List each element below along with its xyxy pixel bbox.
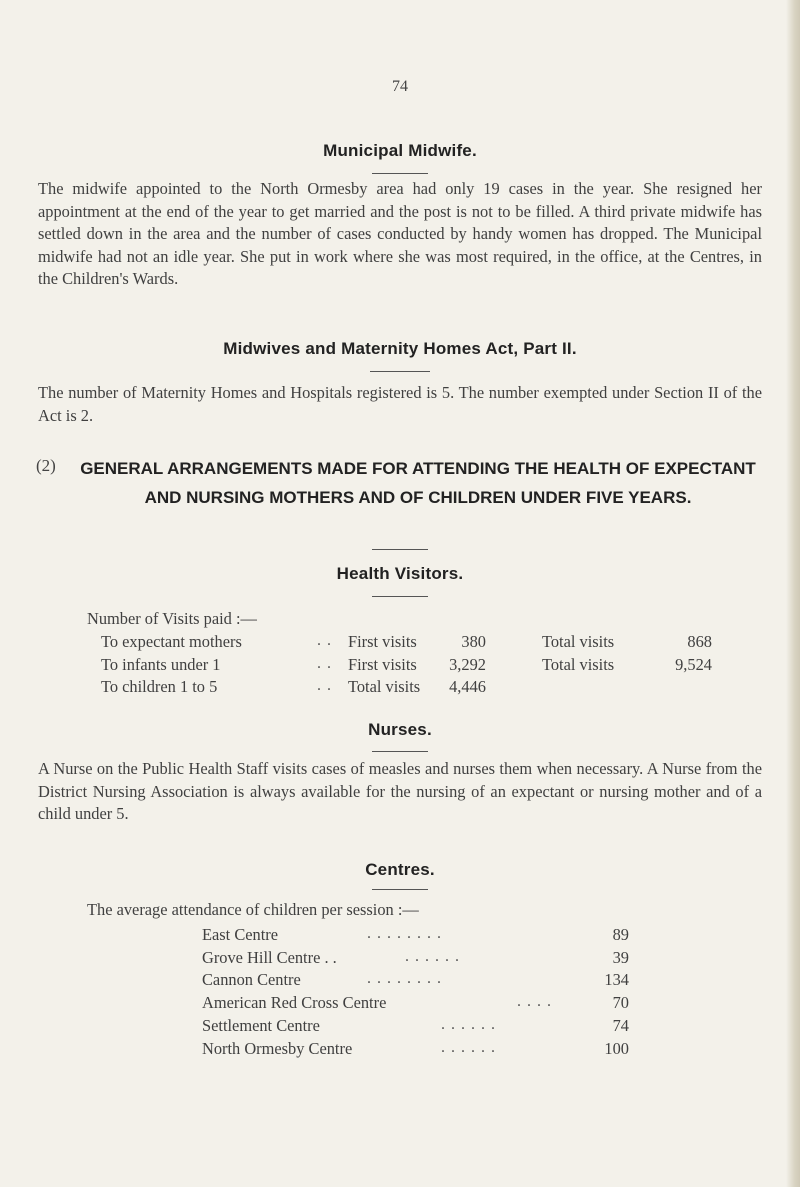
divider-rule (372, 549, 428, 550)
total-visits-label: Total visits (542, 632, 615, 651)
section-number: (2) (36, 456, 56, 475)
centre-attendance: 100 (604, 1039, 629, 1058)
visits-intro: Number of Visits paid :— (87, 609, 257, 628)
first-visits-label: First visits (348, 632, 417, 651)
leader-dots: . . (317, 632, 332, 649)
page-number: 74 (392, 78, 408, 95)
centre-name: North Ormesby Centre (202, 1039, 353, 1058)
visits-row-label: To infants under 1 (101, 655, 221, 674)
centres-heading: Centres. (365, 860, 435, 879)
first-visits-label: First visits (348, 655, 417, 674)
total-visits-value: 868 (687, 632, 712, 651)
leader-dots: . . . . . . . . (367, 970, 442, 987)
visits-row-label: To children 1 to 5 (101, 677, 218, 696)
leader-dots: . . . . . . (405, 948, 460, 965)
leader-dots: . . . . . . . . (367, 925, 442, 942)
centre-name: American Red Cross Centre (202, 993, 387, 1012)
total-visits-value: 4,446 (449, 677, 486, 696)
first-visits-value: 380 (461, 632, 486, 651)
divider-rule (372, 173, 428, 174)
municipal-midwife-paragraph: The midwife appointed to the North Ormesby area had only 19 cases in the year. She resigned her appointment at the end of the year to get married and the post is not to be filled. A third private midwife has settled down in the area and the number of cases conducted by handy women has dropped. The Municipal midwife had not an idle year. She put in work where she was most required, in the office, at the Centres, in the Children's Wards. (38, 179, 762, 288)
centre-attendance: 89 (612, 925, 629, 944)
nurses-paragraph: A Nurse on the Public Health Staff visits cases of measles and nurses them when necessary. A Nurse from the District Nursing Association is always available for the nursing of an expectant or nursing mother and of a child under 5. (38, 759, 762, 823)
divider-rule (372, 596, 428, 597)
total-visits-label: Total visits (542, 655, 615, 674)
centre-attendance: 70 (612, 993, 629, 1012)
leader-dots: . . . . . . (441, 1016, 496, 1033)
leader-dots: . . (317, 655, 332, 672)
midwives-act-heading: Midwives and Maternity Homes Act, Part II. (223, 339, 577, 358)
leader-dots: . . . . (517, 993, 552, 1010)
centre-attendance: 74 (612, 1016, 629, 1035)
nurses-heading: Nurses. (368, 720, 432, 739)
centre-name: Grove Hill Centre . . (202, 948, 337, 967)
divider-rule (370, 371, 430, 372)
midwives-act-paragraph: The number of Maternity Homes and Hospitals registered is 5. The number exempted under Section II of the Act is 2. (38, 383, 762, 425)
health-visitors-heading: Health Visitors. (336, 564, 464, 583)
visits-row-label: To expectant mothers (101, 632, 242, 651)
leader-dots: . . (317, 677, 332, 694)
centres-intro: The average attendance of children per session :— (87, 900, 419, 919)
centre-attendance: 39 (612, 948, 629, 967)
centre-name: Settlement Centre (202, 1016, 320, 1035)
divider-rule (372, 889, 428, 890)
total-visits-value: 9,524 (675, 655, 712, 674)
leader-dots: . . . . . . (441, 1039, 496, 1056)
first-visits-value: 3,292 (449, 655, 486, 674)
divider-rule (372, 751, 428, 752)
page-edge-shadow (786, 0, 800, 1187)
municipal-midwife-heading: Municipal Midwife. (323, 141, 477, 160)
centre-name: East Centre (202, 925, 279, 944)
section-title: GENERAL ARRANGEMENTS MADE FOR ATTENDING THE HEALTH OF EXPECTANT AND NURSING MOTHERS AND OF CHILDREN UNDER FIVE YEARS. (80, 459, 756, 507)
total-visits-label: Total visits (348, 677, 421, 696)
centre-name: Cannon Centre (202, 970, 301, 989)
centre-attendance: 134 (604, 970, 629, 989)
